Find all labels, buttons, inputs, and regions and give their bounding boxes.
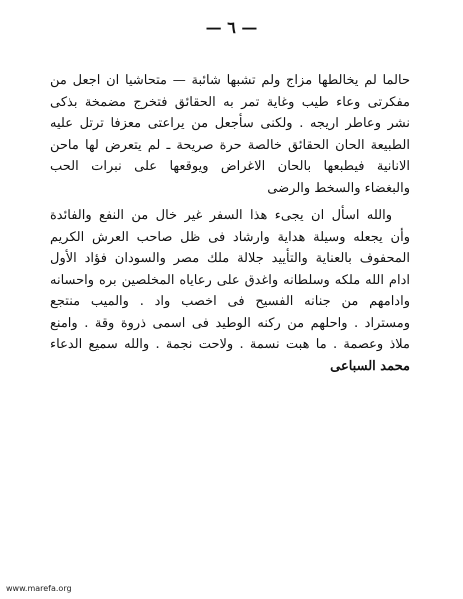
author-signature: محمد السباعى [330, 358, 410, 374]
text-line: نشر وعاطر اريجه . ولكنى سأجعل من يراعتى معزفا ترتل عليه [50, 116, 410, 131]
text-line: الانانية فيطبعها بالحان الاغراض ويوقعها على نبرات الحب [50, 159, 410, 174]
text-line: حالما لم يخالطها مزاج ولم تشبها شائبة — متحاشيا ان اجعل من [50, 73, 410, 88]
text-line: ومستراد . واحلهم من ركنه الوطيد فى اسمى ذروة وقة . وامنع [50, 315, 410, 331]
text-line: والله اسأل ان يجىء هذا السفر غير خال من النفع والفائدة [50, 208, 392, 223]
text-line: المحفوف بالعناية والتأييد جلالة ملك مصر والسودان فؤاد الأول [50, 251, 410, 266]
text-line: ملاذ وعصمة . ما هبت نسمة . ولاحت نجمة . والله سميع الدعاء [50, 337, 410, 352]
text-line: مفكرتى وعاء طيب وغاية تمر به الحقائق فتخرج مضمخة بذكى [50, 94, 410, 110]
page-number: — ٦ — [205, 18, 258, 37]
text-line: وأن يجعله وسيلة هداية وارشاد فى ظل صاحب العرش الكريم [50, 229, 410, 245]
text-line: والبغضاء والسخط والرضى [267, 180, 410, 196]
text-line: ادام الله ملكه وسلطانه واغدق على رعاياه المخلصين بره واحسانه [50, 272, 410, 288]
text-line: وادامهم من جنانه الفسيح فى اخصب واد . والميب منتجع [50, 294, 410, 309]
footer-url[interactable]: www.marefa.org [6, 584, 72, 593]
body-text [50, 70, 410, 377]
text-line: الطبيعة الحان الحقائق خالصة حرة صريحة ـ لم يتعرض لها ماحن [50, 137, 410, 153]
